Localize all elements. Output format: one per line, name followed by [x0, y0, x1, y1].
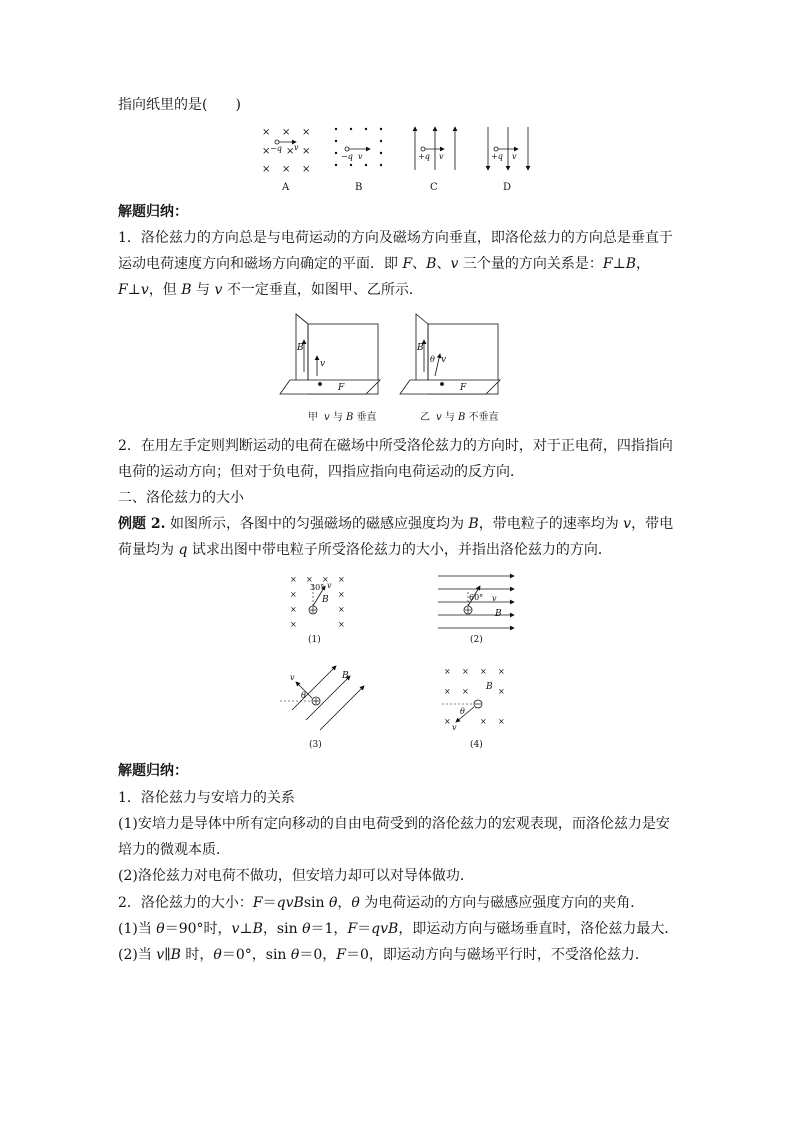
section-heading: 二、洛伦兹力的大小	[118, 490, 244, 506]
svg-text:×: ×	[322, 575, 329, 584]
velocity-label: v	[439, 152, 444, 161]
text-run: 、	[412, 256, 427, 272]
diagram-jia	[280, 314, 380, 394]
text-run: 不一定垂直，如图甲、乙所示．	[222, 282, 423, 298]
label-theta: θ	[301, 691, 306, 700]
text-run: ⊥	[127, 282, 141, 298]
cross-mark: ×	[262, 146, 271, 157]
text-run: ，	[636, 256, 651, 272]
charge-label: −q	[341, 152, 353, 161]
label-v: v	[290, 673, 295, 682]
text-run: ⊥	[612, 256, 626, 272]
symbol-f: F	[402, 256, 413, 272]
summary-item: (2)洛伦兹力对电荷不做功，但安培力却可以对导体做功．	[118, 868, 474, 884]
symbol-f: F	[118, 282, 128, 298]
summary-item: 培力的微观本质．	[118, 842, 230, 858]
cross-mark: ×	[302, 146, 311, 157]
label-b: B	[417, 343, 424, 353]
cross-mark: ×	[302, 127, 311, 138]
label-v: v	[441, 355, 447, 365]
svg-text:×: ×	[462, 687, 469, 696]
symbol-q: q	[178, 542, 188, 558]
summary-paragraph	[118, 255, 650, 273]
text-run: 试求出图中带电粒子所受洛伦兹力的大小，并指出洛伦兹力的方向．	[187, 542, 612, 558]
cross-mark: ×	[282, 127, 291, 138]
summary-heading: 解题归纳：	[118, 763, 188, 779]
symbol-b: B	[426, 256, 437, 272]
option-c-diagram	[415, 127, 455, 193]
velocity-arrow	[456, 707, 474, 722]
svg-text:×: ×	[338, 620, 345, 629]
summary-item: (1)安培力是导体中所有定向移动的自由电荷受到的洛伦兹力的宏观表现，而洛伦兹力是安	[118, 816, 670, 832]
summary-item: (2)当 v∥B 时，θ＝0°，sin θ＝0，F＝0，即运动方向与磁场平行时，不受洛伦兹力．	[118, 947, 649, 963]
charge-label: −q	[270, 144, 282, 153]
label-f: F	[338, 383, 345, 393]
caption: (3)	[309, 740, 322, 750]
label-b: B	[495, 609, 502, 619]
cross-mark: ×	[262, 164, 271, 175]
svg-text:×: ×	[290, 575, 297, 584]
diagram-4	[442, 667, 505, 750]
summary-item: 2．洛伦兹力的大小：F＝qvBsin θ，θ 为电荷运动的方向与磁感应强度方向的夹角．	[118, 895, 645, 911]
svg-text:×: ×	[338, 605, 345, 614]
symbol-v: v	[214, 282, 223, 298]
summary-item: 1．洛伦兹力与安培力的关系	[118, 790, 295, 806]
velocity-label: v	[358, 152, 363, 161]
symbol-f: F	[602, 256, 613, 272]
diagram-3	[280, 666, 364, 750]
symbol-v: v	[623, 516, 632, 532]
cross-grid	[444, 667, 505, 726]
cross-mark: ×	[302, 164, 311, 175]
svg-text:×: ×	[306, 575, 313, 584]
option-label: B	[355, 182, 363, 193]
summary-paragraph: 1．洛伦兹力的方向总是与电荷运动的方向及磁场方向垂直，即洛伦兹力的方向总是垂直于	[118, 230, 673, 246]
svg-text:×: ×	[338, 575, 345, 584]
text-run: 荷量均为	[118, 542, 179, 558]
example-label: 例题 2.	[118, 516, 166, 532]
caption-jia: 甲 v 与 B 垂直	[308, 412, 377, 423]
charge-dot	[421, 147, 425, 151]
text-run: ，但	[148, 282, 182, 298]
figure-force-planes	[280, 310, 520, 430]
question-stem: 指向纸里的是( )	[118, 97, 241, 113]
option-d-diagram	[488, 127, 528, 193]
example-text	[118, 515, 673, 533]
charge-dot	[494, 147, 498, 151]
caption-yi: 乙 v 与 B 不垂直	[420, 412, 499, 423]
figure-example-fields	[270, 570, 530, 755]
label-theta: θ	[430, 355, 435, 364]
label-v: v	[452, 723, 457, 732]
option-label: A	[282, 182, 290, 193]
label-f: F	[460, 383, 467, 393]
symbol-b: B	[181, 282, 192, 298]
velocity-label: v	[512, 152, 517, 161]
figure-field-options	[250, 124, 550, 194]
label-theta: θ	[460, 707, 465, 716]
svg-text:×: ×	[338, 590, 345, 599]
svg-text:×: ×	[462, 667, 469, 676]
text-run: 运动电荷速度方向和磁场方向确定的平面．即	[118, 256, 403, 272]
label-b: B	[322, 595, 329, 605]
paragraph: 2．在用左手定则判断运动的电荷在磁场中所受洛伦兹力的方向时，对于正电荷，四指指向	[118, 438, 673, 454]
label-v: v	[327, 581, 332, 590]
text-run: 如图所示，各图中的匀强磁场的磁感应强度均为	[165, 516, 469, 532]
symbol-v: v	[450, 256, 459, 272]
text-run: ，带电粒子的速率均为	[478, 516, 624, 532]
diagram-yi	[400, 314, 500, 394]
svg-text:×: ×	[480, 667, 487, 676]
paragraph: 电荷的运动方向；但对于负电荷，四指应指向电荷运动的反方向．	[118, 464, 524, 480]
svg-text:×: ×	[290, 605, 297, 614]
caption: (4)	[470, 740, 483, 750]
text-run: 三个量的方向关系是：	[458, 256, 603, 272]
option-label: C	[430, 182, 438, 193]
text-run: 、	[436, 256, 451, 272]
caption: (2)	[470, 635, 483, 645]
text-run: 与	[191, 282, 215, 298]
diagram-1	[290, 575, 345, 645]
label-v: v	[320, 359, 326, 369]
cross-mark: ×	[286, 146, 295, 157]
symbol-b: B	[625, 256, 637, 272]
charge-label: +q	[491, 152, 503, 161]
symbol-b: B	[468, 516, 479, 532]
cross-mark: ×	[282, 164, 291, 175]
velocity-label: v	[294, 143, 299, 152]
option-a-diagram	[262, 127, 310, 193]
svg-text:×: ×	[498, 687, 505, 696]
caption: (1)	[308, 635, 321, 645]
label-b: B	[486, 682, 493, 692]
angle-label: 30°	[310, 583, 325, 592]
diagram-2	[438, 576, 514, 645]
svg-text:×: ×	[444, 717, 451, 726]
option-label: D	[503, 182, 512, 193]
charge-label: +q	[418, 152, 430, 161]
svg-text:×: ×	[290, 620, 297, 629]
symbol-v: v	[140, 282, 149, 298]
charge-dot	[345, 147, 349, 151]
cross-mark: ×	[262, 127, 271, 138]
svg-text:×: ×	[444, 687, 451, 696]
svg-text:×: ×	[480, 717, 487, 726]
angle-label: 60°	[469, 593, 484, 602]
label-b: B	[342, 671, 349, 681]
svg-text:×: ×	[498, 717, 505, 726]
option-b-diagram	[335, 128, 382, 193]
svg-text:×: ×	[498, 667, 505, 676]
summary-paragraph	[118, 281, 423, 299]
label-b: B	[297, 343, 304, 353]
summary-item: (1)当 θ＝90°时，v⊥B，sin θ＝1，F＝qvB，即运动方向与磁场垂直时，洛伦兹力最大．	[118, 921, 679, 937]
summary-heading: 解题归纳：	[118, 204, 188, 220]
svg-text:×: ×	[444, 667, 451, 676]
svg-text:×: ×	[290, 590, 297, 599]
example-text	[118, 541, 612, 559]
label-v: v	[492, 594, 497, 603]
text-run: ，带电	[631, 516, 674, 532]
